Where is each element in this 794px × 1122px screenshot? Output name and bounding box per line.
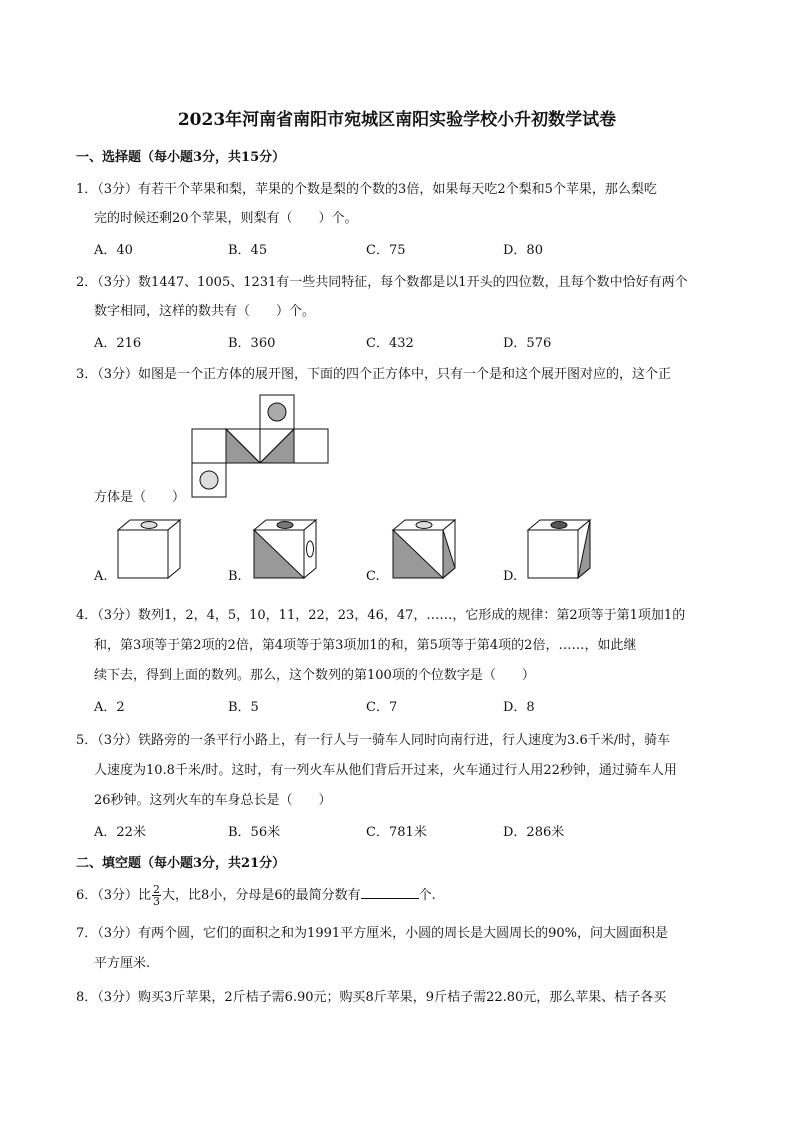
q4-option-b: B．5 [228,700,259,715]
q6-fraction [152,884,161,907]
q4-option-c: C．7 [366,700,398,715]
q4-line1: 4．（3分）数列1，2，4，5，10，11，22，23，46，47，……，它形成的规律：第2项等于第1项加1的 [76,608,686,623]
q2-line2: 数字相同，这样的数共有（ ）个。 [94,304,316,319]
q2-option-d: D．576 [503,336,552,351]
q5-option-b: B．56米 [228,825,281,840]
cube-option-a [116,518,182,580]
q4-option-a: A．2 [94,700,125,715]
q6-middle: 大，比8小，分母是6的最简分数有 [162,888,361,903]
q5-line1: 5．（3分）铁路旁的一条平行小路上，有一行人与一骑车人同时向南行进，行人速度为3.6千米/时，骑车 [76,733,671,748]
q5-line3: 26秒钟。这列火车的车身总长是（ ） [94,793,332,808]
q3-line1: 3．（3分）如图是一个正方体的展开图，下面的四个正方体中，只有一个是和这个展开图对应的，这个正 [76,367,672,382]
q1-option-a: A．40 [94,243,133,258]
cube-option-d [526,518,592,580]
cube-net-figure [190,393,330,497]
q6-line [76,884,436,907]
q3-option-d: D. [503,569,518,584]
cube-option-b [252,518,318,580]
q6-prefix: 6．（3分）比 [76,888,152,903]
q4-option-d: D．8 [503,700,535,715]
q1-option-d: D．80 [503,243,543,258]
section-heading-choice: 一、选择题（每小题3分，共15分） [76,150,286,165]
q1-option-c: C．75 [366,243,406,258]
cube-option-c [391,518,457,580]
q2-option-b: B．360 [228,336,276,351]
q5-option-a: A．22米 [94,825,146,840]
q4-line2: 和，第3项等于第2项的2倍，第4项等于第3项加1的和，第5项等于第4项的2倍，……，如此继 [94,638,637,653]
net-circle-top [268,403,286,421]
q7-line1: 7．（3分）有两个圆，它们的面积之和为1991平方厘米，小圆的周长是大圆周长的90%，问大圆面积是 [76,926,669,941]
q1-line1: 1．（3分）有若干个苹果和梨，苹果的个数是梨的个数的3倍，如果每天吃2个梨和5个苹果，那么梨吃 [76,182,657,197]
q2-option-a: A．216 [94,336,142,351]
q4-line3: 续下去，得到上面的数列。那么，这个数列的第100项的个位数字是（ ） [94,668,535,683]
q3-option-b: B. [228,569,242,584]
exam-title: 2023年河南省南阳市宛城区南阳实验学校小升初数学试卷 [177,110,617,130]
q5-option-d: D．286米 [503,825,565,840]
q3-line2: 方体是（ ） [94,490,186,505]
q2-option-c: C．432 [366,336,414,351]
q6-suffix: 个. [418,888,436,903]
net-circle-bottom [200,471,218,489]
q1-option-b: B．45 [228,243,268,258]
q6-fraction-denominator: 3 [153,895,161,908]
section-heading-fill: 二、填空题（每小题3分，共21分） [76,856,286,871]
q5-option-c: C．781米 [366,825,427,840]
q1-line2: 完的时候还剩20个苹果，则梨有（ ）个。 [94,211,358,226]
q8-line1: 8．（3分）购买3斤苹果，2斤桔子需6.90元；购买8斤苹果，9斤桔子需22.80元，那么苹果、桔子各买 [76,990,667,1005]
q3-option-a: A. [94,569,108,584]
q7-line2: 平方厘米. [94,956,151,971]
q3-option-c: C. [366,569,380,584]
q5-line2: 人速度为10.8千米/时。这时，有一列火车从他们背后开过来，火车通过行人用22秒钟，通过骑车人用 [94,763,677,778]
q6-answer-blank [361,886,419,899]
q6-fraction-numerator: 2 [153,883,161,896]
q2-line1: 2．（3分）数1447、1005、1231有一些共同特征，每个数都是以1开头的四位数，且每个数中恰好有两个 [76,275,688,290]
